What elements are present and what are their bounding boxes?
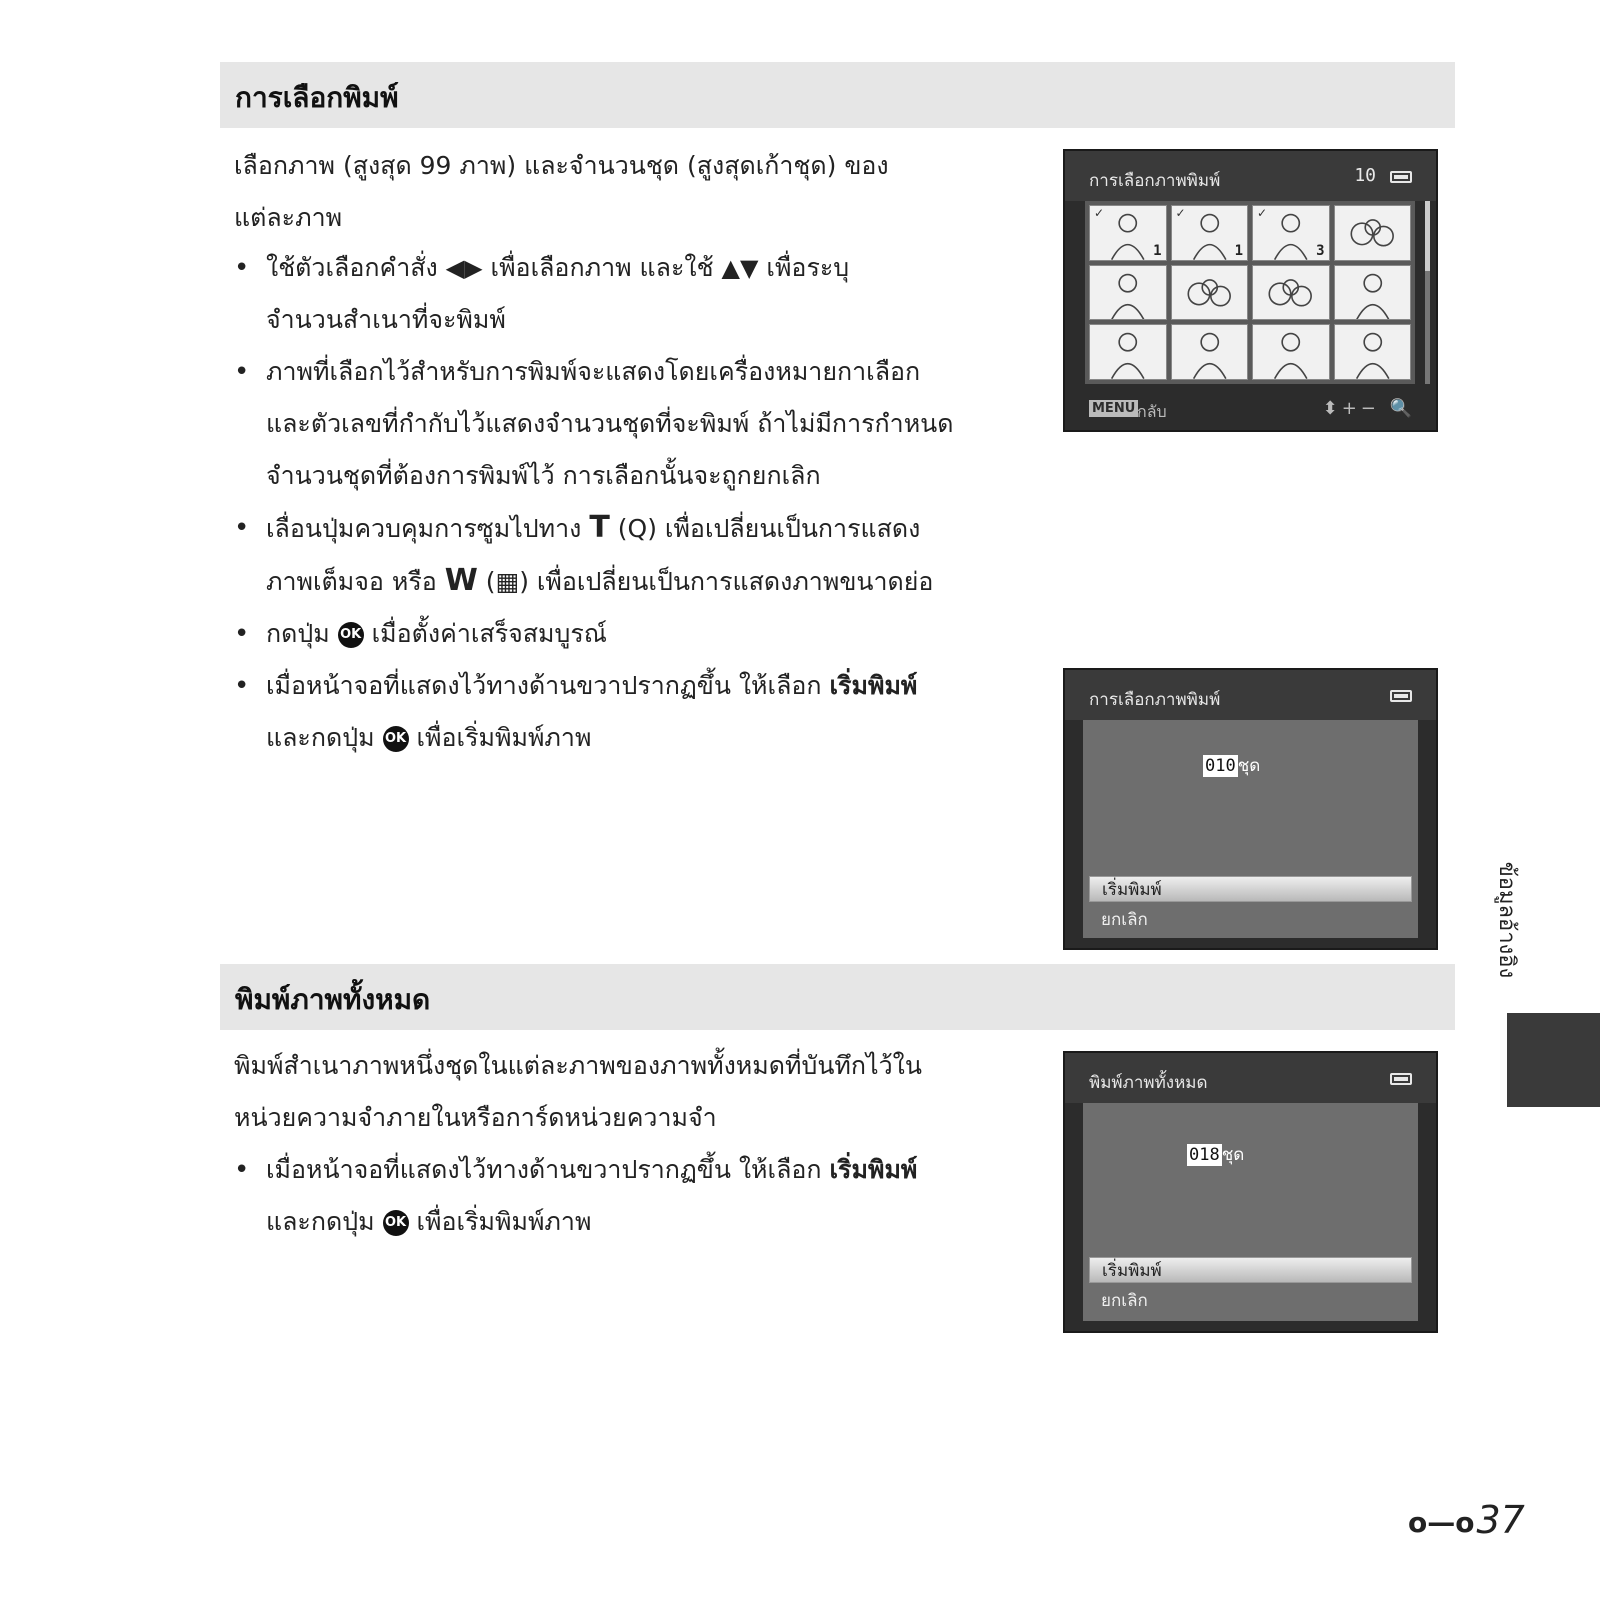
thumbnail[interactable]: [1252, 324, 1330, 380]
copies-count: 3: [1316, 242, 1325, 259]
camera-screen-print-copies: [1063, 668, 1438, 950]
portrait-image-icon: [1335, 325, 1411, 379]
copies-unit: ชุด: [1237, 756, 1261, 776]
control-hints: ⬍+− 🔍: [1322, 398, 1416, 419]
page-number: [1408, 1498, 1525, 1542]
portrait-image-icon: [1090, 266, 1166, 320]
copies-value: 018: [1189, 1145, 1220, 1165]
thumbnail[interactable]: [1334, 205, 1412, 261]
section1-bullet-list: [234, 242, 1034, 764]
portrait-image-icon: [1090, 325, 1166, 379]
screen-title: การเลือกภาพพิมพ์: [1089, 690, 1221, 710]
flower-image-icon: [1172, 266, 1248, 320]
portrait-image-icon: [1253, 325, 1329, 379]
screen-body: [1083, 720, 1418, 938]
thumbnail[interactable]: [1089, 265, 1167, 321]
left-right-arrows-icon: ◀▶: [445, 254, 483, 282]
thumbnail[interactable]: [1252, 205, 1330, 261]
selected-count: 10: [1354, 165, 1376, 186]
section-heading-print-all: [220, 964, 1455, 1030]
reference-icon: o—o: [1408, 1506, 1475, 1539]
thumbnail[interactable]: [1089, 205, 1167, 261]
copies-count: 1: [1234, 242, 1243, 259]
ok-button-icon: OK: [383, 726, 409, 752]
battery-icon: [1390, 1073, 1412, 1085]
screen-title-bar: [1065, 670, 1436, 720]
battery-icon: [1390, 171, 1412, 183]
camera-screen-print-all: [1063, 1051, 1438, 1333]
bullet-item: • เมื่อหน้าจอที่แสดงไว้ทางด้านขวาปรากฏขึ้น ให้เลือก เริ่มพิมพ์ และกดปุ่ม OK เพื่อเริ่มพิมพ์ภาพ: [234, 1144, 1034, 1248]
portrait-image-icon: [1172, 325, 1248, 379]
screen-title: พิมพ์ภาพทั้งหมด: [1089, 1073, 1208, 1093]
screen-title-bar: [1065, 1053, 1436, 1103]
wide-key-w: W: [444, 563, 478, 598]
up-down-arrows-icon: ▲▼: [721, 254, 759, 282]
screen-title-bar: [1065, 151, 1436, 201]
thumbnail[interactable]: [1089, 324, 1167, 380]
tele-key-t: T: [589, 510, 610, 545]
thumbnail[interactable]: [1171, 205, 1249, 261]
portrait-image-icon: [1335, 266, 1411, 320]
flower-image-icon: [1335, 206, 1411, 260]
camera-screen-print-selection: [1063, 149, 1438, 432]
page-number-value: 37: [1476, 1498, 1525, 1542]
copies-unit: ชุด: [1221, 1145, 1245, 1165]
thumbnail-grid: [1085, 201, 1415, 384]
check-mark-icon: ✓: [1094, 206, 1105, 220]
check-mark-icon: ✓: [1257, 206, 1268, 220]
cancel-option[interactable]: ยกเลิก: [1101, 910, 1148, 930]
section-heading-text: พิมพ์ภาพทั้งหมด: [235, 983, 431, 1016]
bullet-item: • ภาพที่เลือกไว้สำหรับการพิมพ์จะแสดงโดยเครื่องหมายกาเลือก และตัวเลขที่กำกับไว้แสดงจำนวนชุดที่จะพิมพ์ ถ้าไม่มีการกำหนด จำนวนชุดที่ต้องการพิมพ์ไว้ การเลือกนั้นจะถูกยกเลิก: [234, 346, 1034, 502]
flower-image-icon: [1253, 266, 1329, 320]
copies-count: 1: [1153, 242, 1162, 259]
copies-value: 010: [1205, 756, 1236, 776]
bullet-item: • ใช้ตัวเลือกคำสั่ง ◀▶ เพื่อเลือกภาพ และใช้ ▲▼ เพื่อระบุ จำนวนสำเนาที่จะพิมพ์: [234, 242, 1034, 346]
thumbnail-icon: ▦: [495, 567, 520, 596]
screen-title: การเลือกภาพพิมพ์: [1089, 171, 1221, 191]
thumbnail[interactable]: [1334, 265, 1412, 321]
thumbnail[interactable]: [1334, 324, 1412, 380]
section2-bullet-list: [234, 1144, 1034, 1248]
back-label: กลับ: [1137, 402, 1167, 421]
thumbnail[interactable]: [1171, 265, 1249, 321]
side-tab-marker: [1507, 1013, 1600, 1107]
thumbnail[interactable]: [1171, 324, 1249, 380]
thumbnail[interactable]: [1252, 265, 1330, 321]
menu-button-icon: MENU: [1089, 400, 1138, 417]
screen-footer: [1065, 390, 1436, 430]
scrollbar[interactable]: [1425, 201, 1430, 384]
check-mark-icon: ✓: [1175, 206, 1186, 220]
start-print-option[interactable]: เริ่มพิมพ์: [1089, 876, 1412, 902]
section-heading-print-selection: [220, 62, 1455, 128]
screen-body: [1083, 1103, 1418, 1321]
section-heading-text: การเลือกพิมพ์: [235, 81, 399, 114]
bullet-item: • เมื่อหน้าจอที่แสดงไว้ทางด้านขวาปรากฏขึ้น ให้เลือก เริ่มพิมพ์ และกดปุ่ม OK เพื่อเริ่มพิมพ์ภาพ: [234, 660, 1034, 764]
section1-intro: เลือกภาพ (สูงสุด 99 ภาพ) และจำนวนชุด (สูงสุดเก้าชุด) ของ แต่ละภาพ: [234, 151, 889, 232]
bullet-item: • เลื่อนปุ่มควบคุมการซูมไปทาง T (Q) เพื่อเปลี่ยนเป็นการแสดง ภาพเต็มจอ หรือ W (▦) เพื่อเปลี่ยนเป็นการแสดงภาพขนาดย่อ: [234, 502, 1034, 608]
side-section-label: ข้อมูลอ้างอิง: [1494, 861, 1519, 979]
bullet-item: • กดปุ่ม OK เมื่อตั้งค่าเสร็จสมบูรณ์: [234, 608, 1034, 660]
copies-field[interactable]: [1187, 1141, 1244, 1168]
zoom-in-icon: Q: [627, 514, 648, 543]
ok-button-icon: OK: [383, 1210, 409, 1236]
start-print-option[interactable]: เริ่มพิมพ์: [1089, 1257, 1412, 1283]
ok-button-icon: OK: [338, 622, 364, 648]
battery-icon: [1390, 690, 1412, 702]
section2-intro: พิมพ์สำเนาภาพหนึ่งชุดในแต่ละภาพของภาพทั้งหมดที่บันทึกไว้ใน หน่วยความจำภายในหรือการ์ดหน่วยความจำ: [234, 1051, 922, 1132]
cancel-option[interactable]: ยกเลิก: [1101, 1291, 1148, 1311]
copies-field[interactable]: [1203, 752, 1260, 779]
